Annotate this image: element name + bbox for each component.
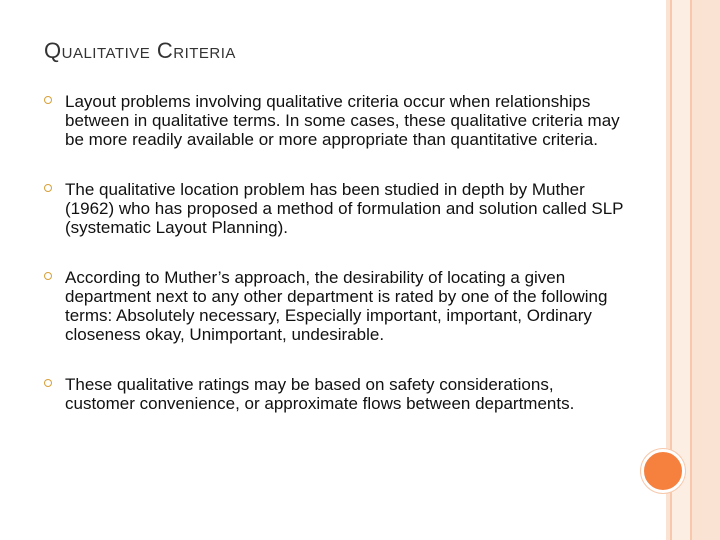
bullet-circle-icon	[44, 96, 52, 104]
page-title: Qualitative Criteria	[44, 38, 236, 63]
bullet-circle-icon	[44, 272, 52, 280]
list-item	[44, 180, 624, 237]
bullet-text: Layout problems involving qualitative criteria occur when relationships between in qualitative terms. In some cases, these qualitative criteria may be more readily available or more appropriate than quantitative criteria.	[65, 92, 620, 149]
list-item	[44, 375, 624, 413]
bullet-circle-icon	[44, 184, 52, 192]
bullet-list	[44, 92, 624, 413]
list-item	[44, 268, 624, 344]
bullet-text: According to Muther’s approach, the desirability of locating a given department next to any other department is rated by one of the following terms: Absolutely necessary, Especially important, important, Ordinary closeness okay, Unimportant, undesirable.	[65, 268, 608, 344]
bullet-text: These qualitative ratings may be based on safety considerations, customer convenience, or approximate flows between departments.	[65, 375, 575, 413]
bullet-text: The qualitative location problem has been studied in depth by Muther (1962) who has proposed a method of formulation and solution called SLP (systematic Layout Planning).	[65, 180, 624, 237]
list-item	[44, 92, 624, 149]
bullet-circle-icon	[44, 379, 52, 387]
decorative-circle-icon	[641, 449, 685, 493]
decorative-band-line	[690, 0, 692, 540]
